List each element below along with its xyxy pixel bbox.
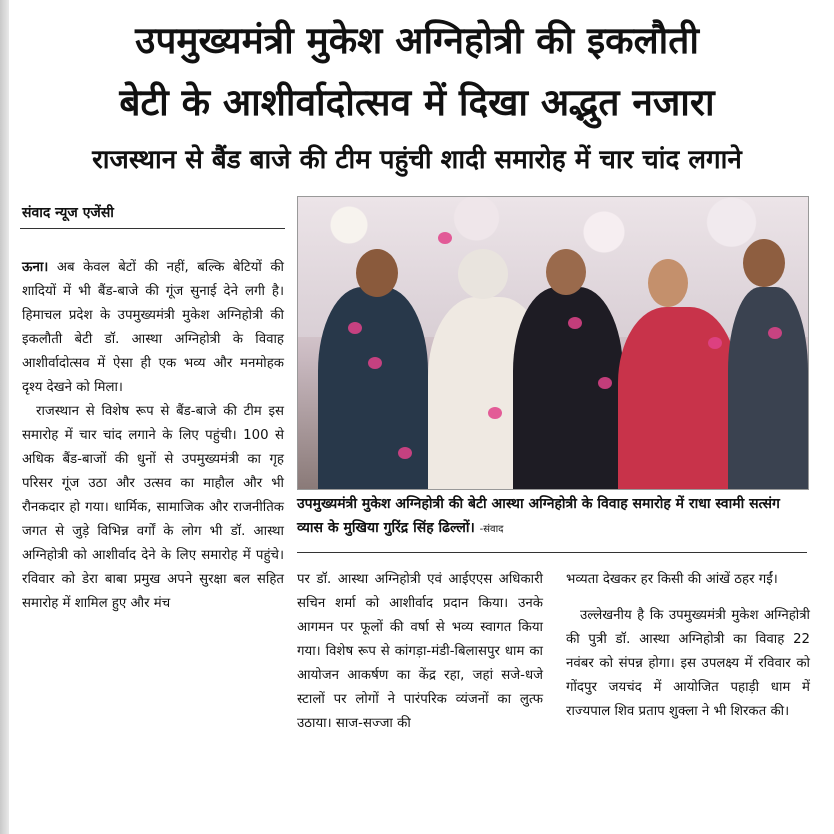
photo-person-bride [618, 307, 738, 490]
dateline: ऊना। [22, 260, 49, 275]
byline: संवाद न्यूज एजेंसी [22, 205, 114, 221]
paragraph-text: अब केवल बेटों की नहीं, बल्कि बेटियों की शादियों में भी बैंड-बाजे की गूंज सुनाई देने लगी है। हिमाचल प्रदेश के उपमुख्यमंत्री मुकेश अग्निहोत्री की इकलौती बेटी डॉ. आस्था अग्निहोत्री के विवाह आशीर्वादोत्सव में ऐसा ही एक भव्य और मनमोहक दृश्य देखने को मिला। [22, 260, 285, 395]
article-column-2 [297, 568, 543, 828]
headline-line-1: उपमुख्यमंत्री मुकेश अग्निहोत्री की इकलौती [135, 19, 699, 62]
flower-petal [398, 447, 412, 459]
caption-divider [297, 552, 807, 553]
flower-petal [568, 317, 582, 329]
photo-person-head [743, 239, 785, 287]
photo-caption [297, 492, 809, 542]
article-column-3 [566, 568, 810, 828]
caption-text: उपमुख्यमंत्री मुकेश अग्निहोत्री की बेटी आस्था अग्निहोत्री के विवाह समारोह में राधा स्वामी सत्संग व्यास के मुखिया गुरिंद्र सिंह ढिल्लों। [297, 496, 780, 536]
article-column-1 [22, 256, 284, 832]
flower-petal [348, 322, 362, 334]
photo-person-head [458, 249, 508, 299]
page-edge-shadow [0, 0, 9, 834]
subheadline: राजस्थान से बैंड बाजे की टीम पहुंची शादी समारोह में चार चांद लगाने [92, 145, 742, 175]
flower-petal [598, 377, 612, 389]
headline-line-2: बेटी के आशीर्वादोत्सव में दिखा अद्भुत नजारा [119, 81, 715, 124]
flower-petal [368, 357, 382, 369]
photo-person [728, 287, 808, 490]
photo-credit: -संवाद [479, 524, 504, 535]
article-paragraph: भव्यता देखकर हर किसी की आंखें ठहर गईं। [566, 572, 778, 587]
byline-divider [20, 228, 285, 229]
flower-petal [488, 407, 502, 419]
flower-petal [768, 327, 782, 339]
photo-person-head [648, 259, 688, 307]
article-paragraph [22, 256, 284, 400]
flower-petal [438, 232, 452, 244]
flower-petal [708, 337, 722, 349]
photo-person-head [546, 249, 586, 295]
photo-person-head [356, 249, 398, 297]
news-photo [297, 196, 809, 490]
article-paragraph: उल्लेखनीय है कि उपमुख्यमंत्री मुकेश अग्निहोत्री की पुत्री डॉ. आस्था अग्निहोत्री का विवाह 22 नवंबर को संपन्न होगा। इस उपलक्ष्य में रविवार को गोंदपुर जयचंद में आयोजित पहाड़ी धाम में राज्यपाल शिव प्रताप शुक्ला ने भी शिरकत की। [566, 608, 810, 719]
photo-person [318, 287, 428, 490]
article-paragraph: पर डॉ. आस्था अग्निहोत्री एवं आईएएस अधिकारी सचिन शर्मा को आशीर्वाद प्रदान किया। उनके आगमन पर फूलों की वर्षा से भव्य स्वागत किया गया। विशेष रूप से कांगड़ा-मंडी-बिलासपुर धाम का आयोजन आकर्षण का केंद्र रहा, जहां सजे-धजे स्टालों पर लोगों ने पारंपरिक व्यंजनों का लुत्फ उठाया। साज-सज्जा की [297, 572, 543, 731]
article-paragraph: राजस्थान से विशेष रूप से बैंड-बाजे की टीम इस समारोह में चार चांद लगाने के लिए पहुंची। 100 से अधिक बैंड-बाजों की धुनों से उपमुख्यमंत्री का गृह परिसर गूंज उठा और उत्सव का माहौल और भी रौनकदार हो गया। धार्मिक, सामाजिक और राजनीतिक जगत से जुड़े विभिन्न वर्गों के लोग भी डॉ. आस्था अग्निहोत्री को आशीर्वाद देने के लिए समारोह में पहुंचे। रविवार को डेरा बाबा प्रमुख अपने सुरक्षा बल सहित समारोह में शामिल हुए और मंच [22, 404, 284, 611]
